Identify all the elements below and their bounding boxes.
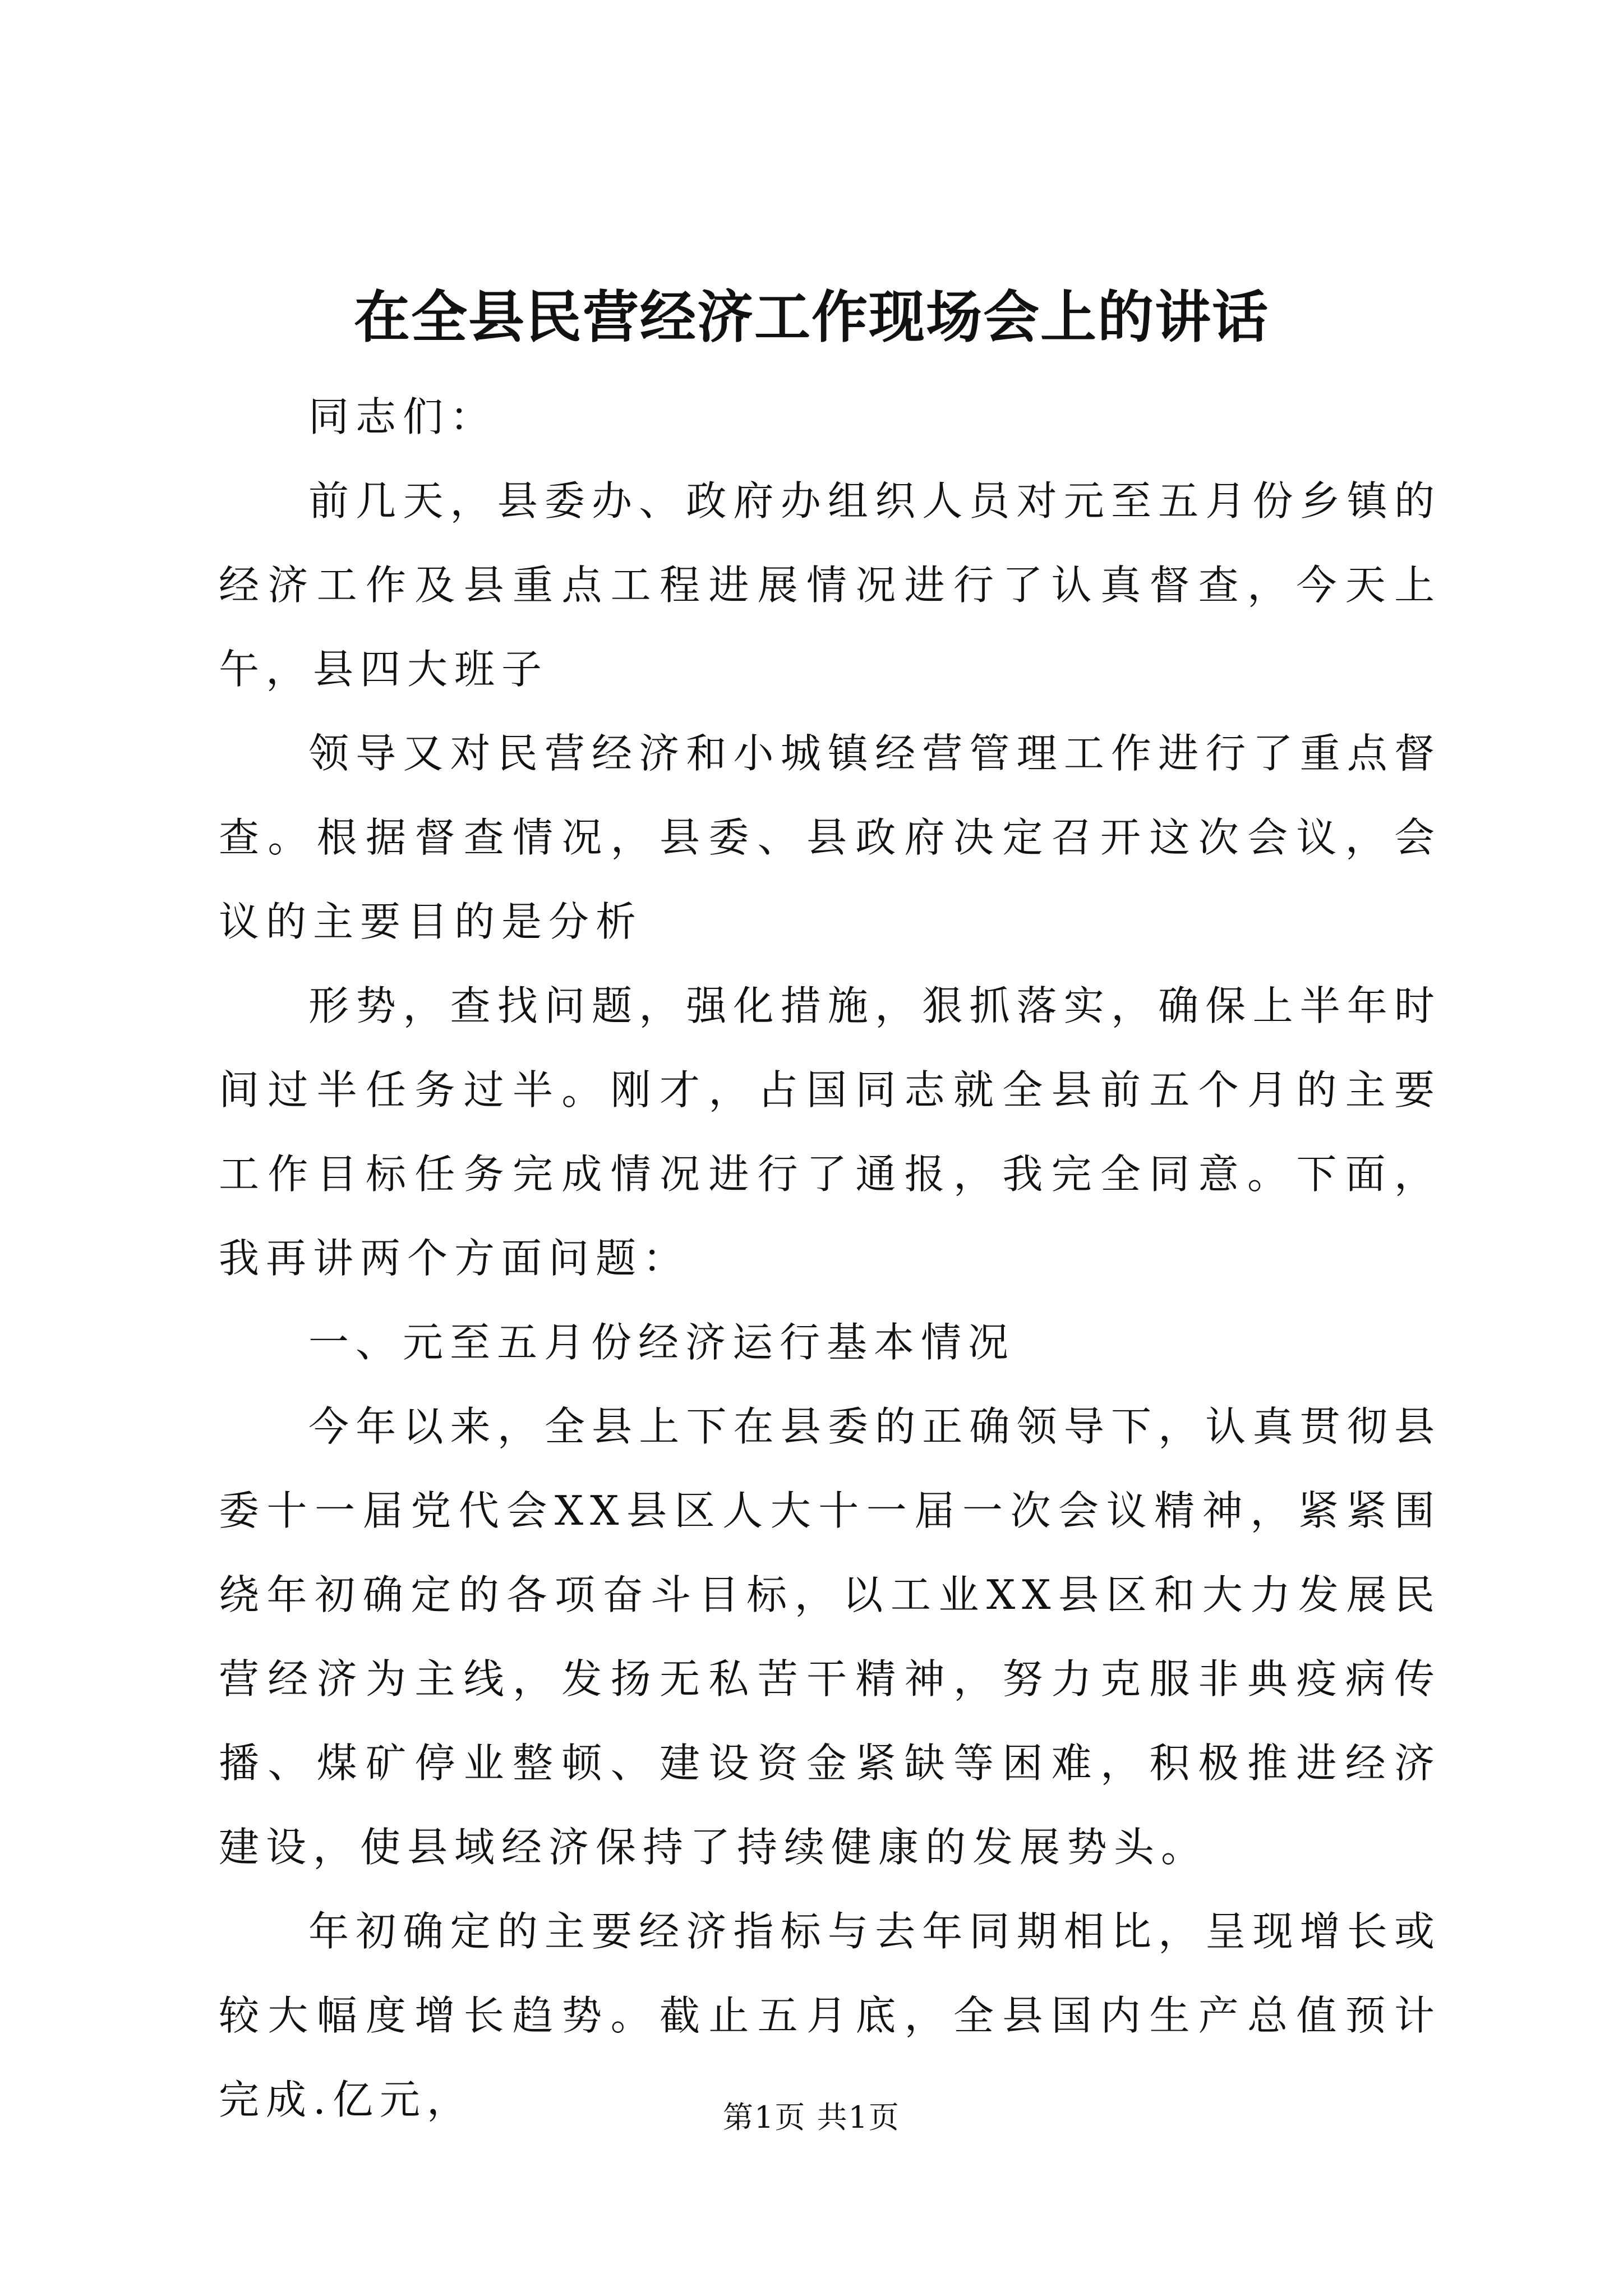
section-heading: 一、元至五月份经济运行基本情况 bbox=[308, 1319, 1016, 1366]
paragraph-3: 形势，查找问题，强化措施，狠抓落实，确保上半年时间过半任务过半。刚才，占国同志就全县前五个月的主要工作目标任务完成情况进行了通报，我完全同意。下面，我再讲两个方面问题： bbox=[219, 982, 1441, 1282]
paragraph-2: 领导又对民营经济和小城镇经营管理工作进行了重点督查。根据督查情况，县委、县政府决定召开这次会议，会议的主要目的是分析 bbox=[219, 730, 1441, 945]
greeting: 同志们： bbox=[308, 393, 497, 440]
page-footer: 第1页 共1页 bbox=[723, 2100, 900, 2135]
document-title: 在全县民营经济工作现场会上的讲话 bbox=[354, 284, 1269, 350]
paragraph-1: 前几天，县委办、政府办组织人员对元至五月份乡镇的经济工作及县重点工程进展情况进行了认真督查，今天上午，县四大班子 bbox=[219, 477, 1441, 693]
section-paragraph-1: 今年以来，全县上下在县委的正确领导下，认真贯彻县委十一届党代会XX县区人大十一届一次会议精神，紧紧围绕年初确定的各项奋斗目标，以工业XX县区和大力发展民营经济为主线，发扬无私苦干精神，努力克服非典疫病传播、煤矿停业整顿、建设资金紧缺等困难，积极推进经济建设，使县域经济保持了持续健康的发展势头。 bbox=[219, 1403, 1441, 1871]
document-body bbox=[219, 375, 1441, 2142]
section-paragraph-2: 年初确定的主要经济指标与去年同期相比，呈现增长或较大幅度增长趋势。截止五月底，全县国内生产总值预计完成.亿元， bbox=[219, 1908, 1441, 2123]
